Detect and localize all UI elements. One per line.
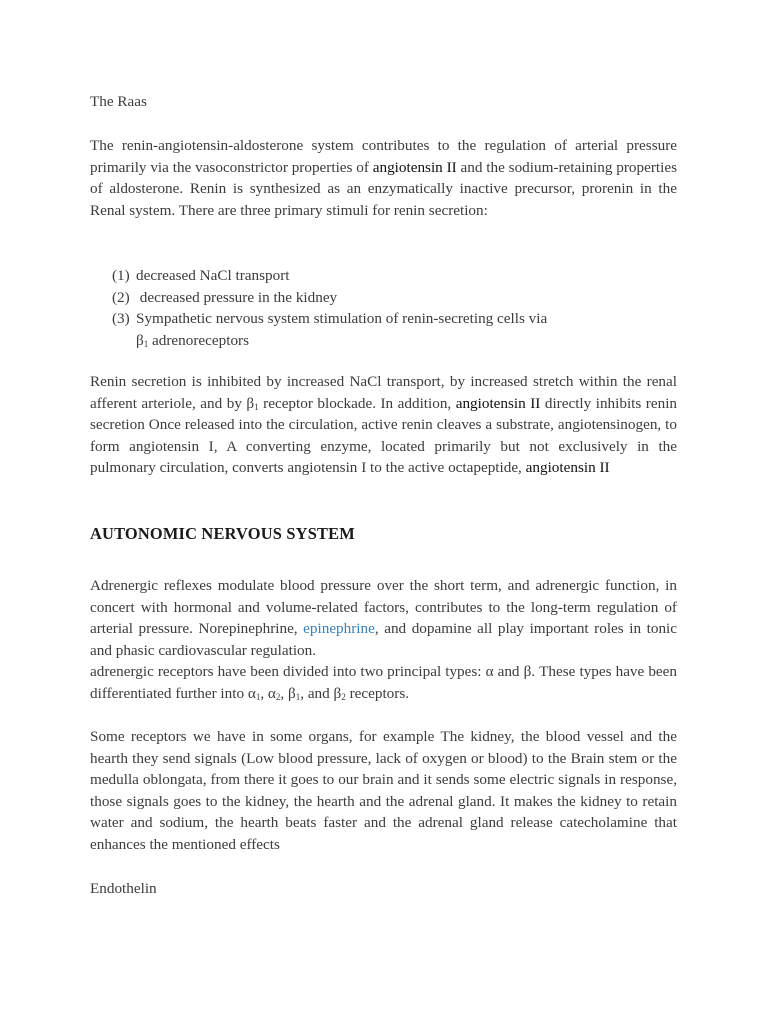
list-item-number: (3) <box>112 310 130 328</box>
alpha-symbol: α <box>247 684 256 702</box>
list-item-text: decreased pressure in the kidney <box>136 288 338 306</box>
raas-intro-paragraph <box>90 135 677 221</box>
angiotensin-term: angiotensin II <box>372 158 457 176</box>
receptors-paragraph: Some receptors we have in some organs, for example The kidney, the blood vessel and the hearth they send signals (Low blood pressure, lack of oxygen or blood) to the Brain stem or the medulla oblongata, from there it goes to our brain and it sends some electric signals in response, those signals goes to the kidney, the hearth and the adrenal gland. It makes the kidney to retain water and sodium, the hearth beats faster and the adrenal gland release catecholamine that enhances the mentioned effects <box>90 728 677 853</box>
list-item-number: (2) <box>112 288 130 306</box>
section-heading: AUTONOMIC NERVOUS SYSTEM <box>90 524 355 543</box>
epinephrine-link[interactable]: epinephrine <box>303 620 375 638</box>
document-title: The Raas <box>90 93 147 110</box>
list-item <box>112 308 677 351</box>
alpha-subscript: 1 <box>255 691 261 702</box>
inhibition-text-1: Renin secretion is inhibited by increased NaCl transport, by increased stretch within the renal afferent arteriole, and by <box>90 373 677 412</box>
intro-text-2: and the sodium-retaining properties of aldosterone. Renin is synthesized as an enzymatically inactive precursor, prorenin in the Renal system. There are three primary stimuli for renin secretion: <box>90 158 677 219</box>
angiotensin-term: angiotensin II <box>455 394 541 412</box>
beta-subscript: 1 <box>254 401 259 412</box>
alpha-symbol: α <box>267 684 276 702</box>
renin-inhibition-paragraph <box>90 371 677 479</box>
adrenergic-text-1: Adrenergic reflexes modulate blood pressure over the short term, and adrenergic function, in concert with hormonal and volume-related factors, contributes to the long-term regulation of arterial pressure. Norepinephrine, <box>90 577 677 638</box>
alpha-subscript: 2 <box>275 691 281 702</box>
beta-symbol: β <box>136 331 144 349</box>
adrenergic-paragraph <box>90 575 677 705</box>
beta-symbol: β <box>333 684 342 702</box>
adrenergic-text-3: adrenergic receptors have been divided into two principal types: α and β. These types have been differentiated further into <box>90 663 677 702</box>
beta-subscript: 1 <box>143 338 149 349</box>
adrenergic-text-2: , and dopamine all play important roles in tonic and phasic cardiovascular regulation. <box>90 620 677 659</box>
list-item-number: (1) <box>112 267 130 284</box>
separator: , <box>280 684 288 702</box>
renin-stimuli-list <box>112 265 677 351</box>
list-item <box>112 287 677 309</box>
list-item-text-main: Sympathetic nervous system stimulation of renin-secreting cells via <box>136 310 548 328</box>
adrenergic-text-end: receptors. <box>345 684 410 702</box>
beta-symbol: β <box>246 394 255 412</box>
inhibition-text-2: receptor blockade. In addition, <box>258 394 456 412</box>
beta-subscript: 2 <box>341 691 346 702</box>
intro-text-1: The renin-angiotensin-aldosterone system contributes to the regulation of arterial pressure primarily via the vasoconstrictor properties of <box>90 137 677 176</box>
endothelin-heading: Endothelin <box>90 880 157 897</box>
angiotensin-term: angiotensin II <box>525 459 610 477</box>
list-item-text <box>136 308 677 351</box>
separator: , <box>260 684 268 702</box>
list-item-text-tail: adrenoreceptors <box>148 331 250 349</box>
list-item-text: decreased NaCl transport <box>136 267 290 284</box>
separator: , and <box>300 684 334 702</box>
beta-symbol: β <box>287 684 296 702</box>
inhibition-text-3: directly inhibits renin secretion Once released into the circulation, active renin cleaves a substrate, angiotensinogen, to form angiotensin I, A converting enzyme, located primarily but not exclusively in the pulmonary circulation, converts angiotensin I to the active octapeptide, <box>90 394 678 477</box>
beta-subscript: 1 <box>295 691 301 702</box>
list-item <box>112 265 677 287</box>
